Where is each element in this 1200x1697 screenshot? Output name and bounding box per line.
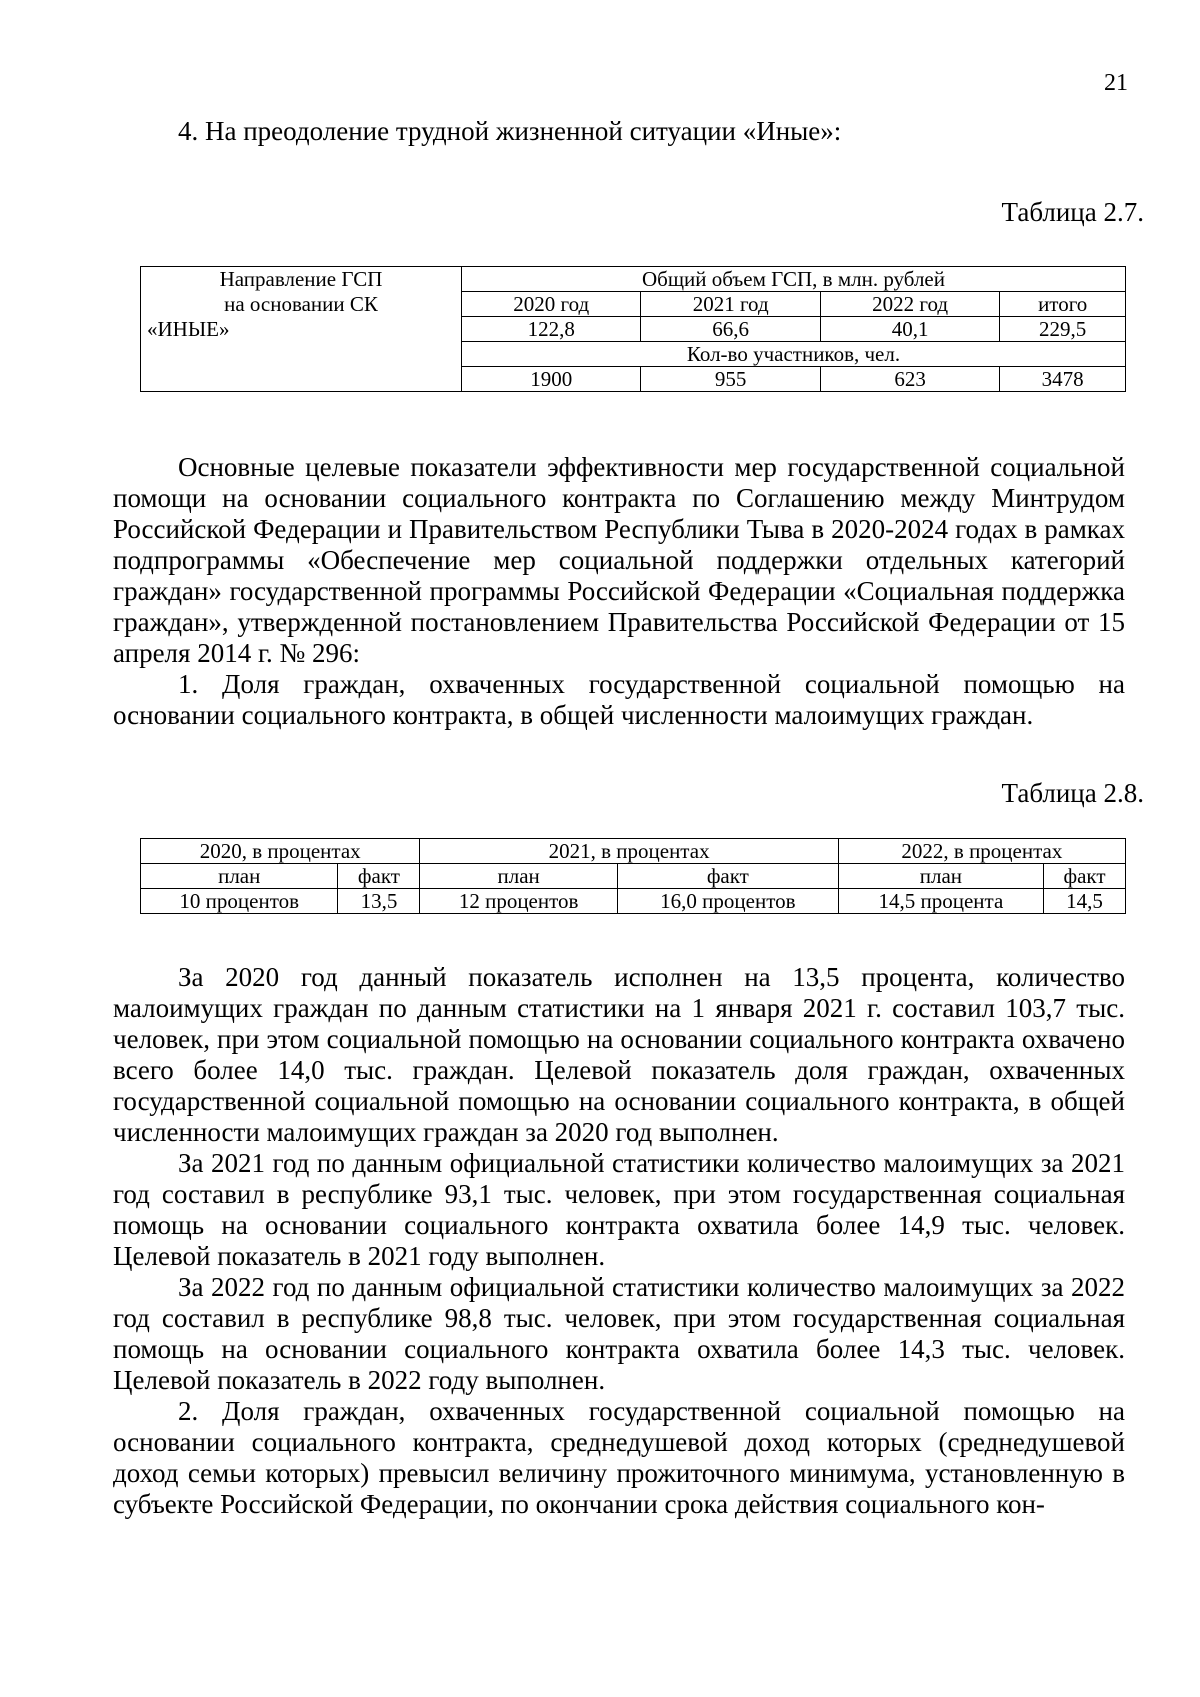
intro-text bbox=[113, 452, 1125, 731]
volume-cell: 66,6 bbox=[641, 317, 820, 342]
fact-header: факт bbox=[1044, 864, 1126, 889]
volume-total-cell: 229,5 bbox=[1000, 317, 1126, 342]
table-2-8-caption: Таблица 2.8. bbox=[1001, 778, 1144, 808]
row-label-inye: «ИНЫЕ» bbox=[141, 317, 462, 342]
direction-header-line2: на основании СК bbox=[141, 292, 462, 317]
results-text bbox=[113, 962, 1125, 1520]
participants-cell: 623 bbox=[820, 367, 999, 392]
participants-cell: 1900 bbox=[462, 367, 641, 392]
paragraph: За 2021 год по данным официальной статистики количество малоимущих за 2021 год составил в республике 93,1 тыс. человек, при этом государственная социальная помощь на основании социального контракта охватила более 14,9 тыс. человек. Целевой показатель в 2021 году выполнен. bbox=[113, 1148, 1125, 1271]
fact-header: факт bbox=[617, 864, 838, 889]
volume-group-header: Общий объем ГСП, в млн. рублей bbox=[462, 267, 1126, 292]
table-2-7 bbox=[140, 266, 1126, 392]
year-header: 2022 год bbox=[820, 292, 999, 317]
volume-cell: 122,8 bbox=[462, 317, 641, 342]
fact-header: факт bbox=[338, 864, 420, 889]
paragraph: За 2020 год данный показатель исполнен на 13,5 процента, количество малоимущих граждан по данным статистики на 1 января 2021 г. составил 103,7 тыс. человек, при этом социальной помощью на основании социального контракта охвачено всего более 14,0 тыс. граждан. Целевой показатель доля граждан, охваченных государственной социальной помощью на основании социального контракта, в общей численности малоимущих граждан за 2020 год выполнен. bbox=[113, 962, 1125, 1147]
volume-cell: 40,1 bbox=[820, 317, 999, 342]
empty-cell bbox=[141, 342, 462, 367]
plan-header: план bbox=[420, 864, 617, 889]
table-2-8 bbox=[140, 838, 1126, 914]
year-header: 2021, в процентах bbox=[420, 839, 838, 864]
value-cell: 16,0 процентов bbox=[617, 889, 838, 914]
total-header: итого bbox=[1000, 292, 1126, 317]
participants-header: Кол-во участников, чел. bbox=[462, 342, 1126, 367]
paragraph: Основные целевые показатели эффективности мер государственной социальной помощи на основании социального контракта по Соглашению между Минтрудом Российской Федерации и Правительством Республики Тыва в 2020-2024 годах в рамках подпрограммы «Обеспечение мер социальной поддержки отдельных категорий граждан» государственной программы Российской Федерации «Социальная поддержка граждан», утвержденной постановлением Правительства Российской Федерации от 15 апреля 2014 г. № 296: bbox=[113, 452, 1125, 668]
value-cell: 14,5 bbox=[1044, 889, 1126, 914]
table-2-7-caption: Таблица 2.7. bbox=[1001, 197, 1144, 227]
empty-cell bbox=[141, 367, 462, 392]
year-header: 2020 год bbox=[462, 292, 641, 317]
value-cell: 10 процентов bbox=[141, 889, 338, 914]
page-number: 21 bbox=[1104, 70, 1128, 96]
participants-total-cell: 3478 bbox=[1000, 367, 1126, 392]
plan-header: план bbox=[141, 864, 338, 889]
year-header: 2021 год bbox=[641, 292, 820, 317]
section-heading: 4. На преодоление трудной жизненной ситуации «Иные»: bbox=[178, 116, 842, 146]
value-cell: 13,5 bbox=[338, 889, 420, 914]
value-cell: 14,5 процента bbox=[838, 889, 1043, 914]
paragraph: За 2022 год по данным официальной статистики количество малоимущих за 2022 год составил в республике 98,8 тыс. человек, при этом государственная социальная помощь на основании социального контракта охватила более 14,3 тыс. человек. Целевой показатель в 2022 году выполнен. bbox=[113, 1272, 1125, 1395]
value-cell: 12 процентов bbox=[420, 889, 617, 914]
participants-cell: 955 bbox=[641, 367, 820, 392]
direction-header-line1: Направление ГСП bbox=[141, 267, 462, 292]
plan-header: план bbox=[838, 864, 1043, 889]
year-header: 2020, в процентах bbox=[141, 839, 420, 864]
paragraph: 2. Доля граждан, охваченных государственной социальной помощью на основании социального контракта, среднедушевой доход которых (среднедушевой доход семьи которых) превысил величину прожиточного минимума, установленную в субъекте Российской Федерации, по окончании срока действия социального кон- bbox=[113, 1396, 1125, 1519]
year-header: 2022, в процентах bbox=[838, 839, 1125, 864]
paragraph: 1. Доля граждан, охваченных государственной социальной помощью на основании социального контракта, в общей численности малоимущих граждан. bbox=[113, 669, 1125, 730]
